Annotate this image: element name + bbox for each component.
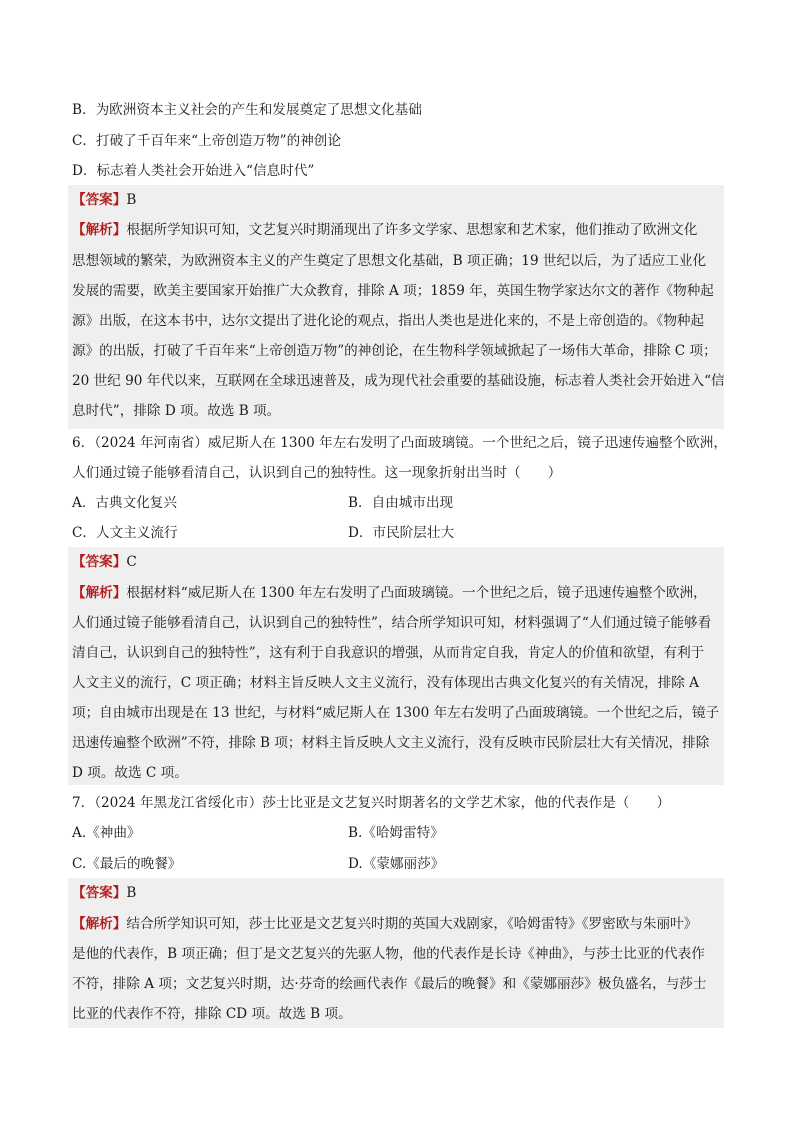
q7-analysis-line: 是他的代表作，B 项正确；但丁是文艺复兴的先驱人物，他的代表作是长诗《神曲》，与莎士比亚的代表作	[72, 946, 705, 962]
q7-analysis-line: 不符，排除 A 项；文艺复兴时期，达·芬奇的绘画代表作《最后的晚餐》和《蒙娜丽莎》极负盛名，与莎士	[72, 976, 707, 992]
answer-value: B	[126, 885, 137, 901]
q5-answer	[72, 185, 136, 215]
q6-stem-line: 6．（2024 年河南省）威尼斯人在 1300 年左右发明了凸面玻璃镜。一个世纪之后，镜子迅速传遍整个欧洲，	[72, 435, 727, 451]
q6-analysis-line: D 项。故选 C 项。	[72, 765, 188, 781]
q5-analysis-line: 息时代”，排除 D 项。故选 B 项。	[72, 403, 281, 419]
q5-analysis-line: 20 世纪 90 年代以来，互联网在全球迅速普及，成为现代社会重要的基础设施，标志着人类社会开始进入“信	[72, 373, 725, 389]
q5-analysis-line: 发展的需要，欧美主要国家开始推广大众教育，排除 A 项；1859 年，英国生物学家达尔文的著作《物种起	[72, 283, 714, 299]
q6-option-b: B．自由城市出现	[348, 495, 454, 511]
q5-analysis-line: 思想领域的繁荣，为欧洲资本主义的产生奠定了思想文化基础，B 项正确；19 世纪以后，为了适应工业化	[72, 253, 707, 269]
q7-option-a: A.《神曲》	[72, 825, 141, 841]
q5-option-b: B．为欧洲资本主义社会的产生和发展奠定了思想文化基础	[72, 102, 422, 118]
q6-analysis-line: 人文主义的流行，C 项正确；材料主旨反映人文主义流行，没有体现出古典文化复兴的有关情况，排除 A	[72, 675, 699, 691]
answer-tag: 【答案】	[72, 554, 127, 570]
q6-analysis-line: 人们通过镜子能够看清自己，认识到自己的独特性”，结合所学知识可知，材料强调了“人们通过镜子能够看	[72, 615, 712, 631]
q5-option-d: D．标志着人类社会开始进入“信息时代”	[72, 163, 315, 179]
q7-analysis-line: 比亚的代表作不符，排除 CD 项。故选 B 项。	[72, 1006, 352, 1022]
q6-answer	[72, 547, 137, 577]
q6-stem-line: 人们通过镜子能够看清自己，认识到自己的独特性。这一现象折射出当时（ ）	[72, 465, 562, 481]
q5-analysis-line: 源》出版，在这本书中，达尔文提出了进化论的观点，指出人类也是进化来的，不是上帝创造的。《物种起	[72, 313, 705, 329]
q6-analysis-line: 迅速传遍整个欧洲”不符，排除 B 项；材料主旨反映人文主义流行，没有反映市民阶层壮大有关情况，排除	[72, 735, 710, 751]
q6-analysis-line: 清自己，认识到自己的独特性”，这有利于自我意识的增强，从而肯定自我，肯定人的价值和欲望，有利于	[72, 645, 705, 661]
q6-analysis-line: 【解析】根据材料“威尼斯人在 1300 年左右发明了凸面玻璃镜。一个世纪之后，镜子迅速传遍整个欧洲，	[72, 585, 707, 601]
analysis-tag: 【解析】	[72, 222, 127, 238]
q7-option-d: D.《蒙娜丽莎》	[348, 856, 445, 872]
q7-analysis-line: 【解析】结合所学知识可知，莎士比亚是文艺复兴时期的英国大戏剧家，《哈姆雷特》《罗密欧与朱丽叶》	[72, 916, 698, 932]
answer-tag: 【答案】	[72, 885, 127, 901]
q6-analysis-line: 项；自由城市出现是在 13 世纪，与材料“威尼斯人在 1300 年左右发明了凸面玻璃镜。一个世纪之后，镜子	[72, 705, 720, 721]
analysis-tag: 【解析】	[72, 585, 127, 601]
q7-option-b: B.《哈姆雷特》	[348, 825, 444, 841]
q6-option-d: D．市民阶层壮大	[348, 525, 455, 541]
analysis-tag: 【解析】	[72, 916, 127, 932]
q7-stem: 7．（2024 年黑龙江省绥化市）莎士比亚是文艺复兴时期著名的文学艺术家，他的代表作是（ ）	[72, 795, 671, 811]
answer-value: B	[126, 192, 137, 208]
q5-analysis-line: 【解析】根据所学知识可知，文艺复兴时期涌现出了许多文学家、思想家和艺术家，他们推动了欧洲文化	[72, 222, 698, 238]
q7-option-c: C.《最后的晚餐》	[72, 856, 182, 872]
answer-tag: 【答案】	[72, 192, 127, 208]
q5-option-c: C．打破了千百年来“上帝创造万物”的神创论	[72, 133, 341, 149]
q6-option-c: C．人文主义流行	[72, 525, 178, 541]
answer-value: C	[126, 554, 137, 570]
q7-answer	[72, 878, 136, 908]
q6-option-a: A．古典文化复兴	[72, 495, 177, 511]
q5-analysis-line: 源》的出版，打破了千百年来“上帝创造万物”的神创论，在生物科学领域掀起了一场伟大革命，排除 C 项；	[72, 343, 717, 359]
